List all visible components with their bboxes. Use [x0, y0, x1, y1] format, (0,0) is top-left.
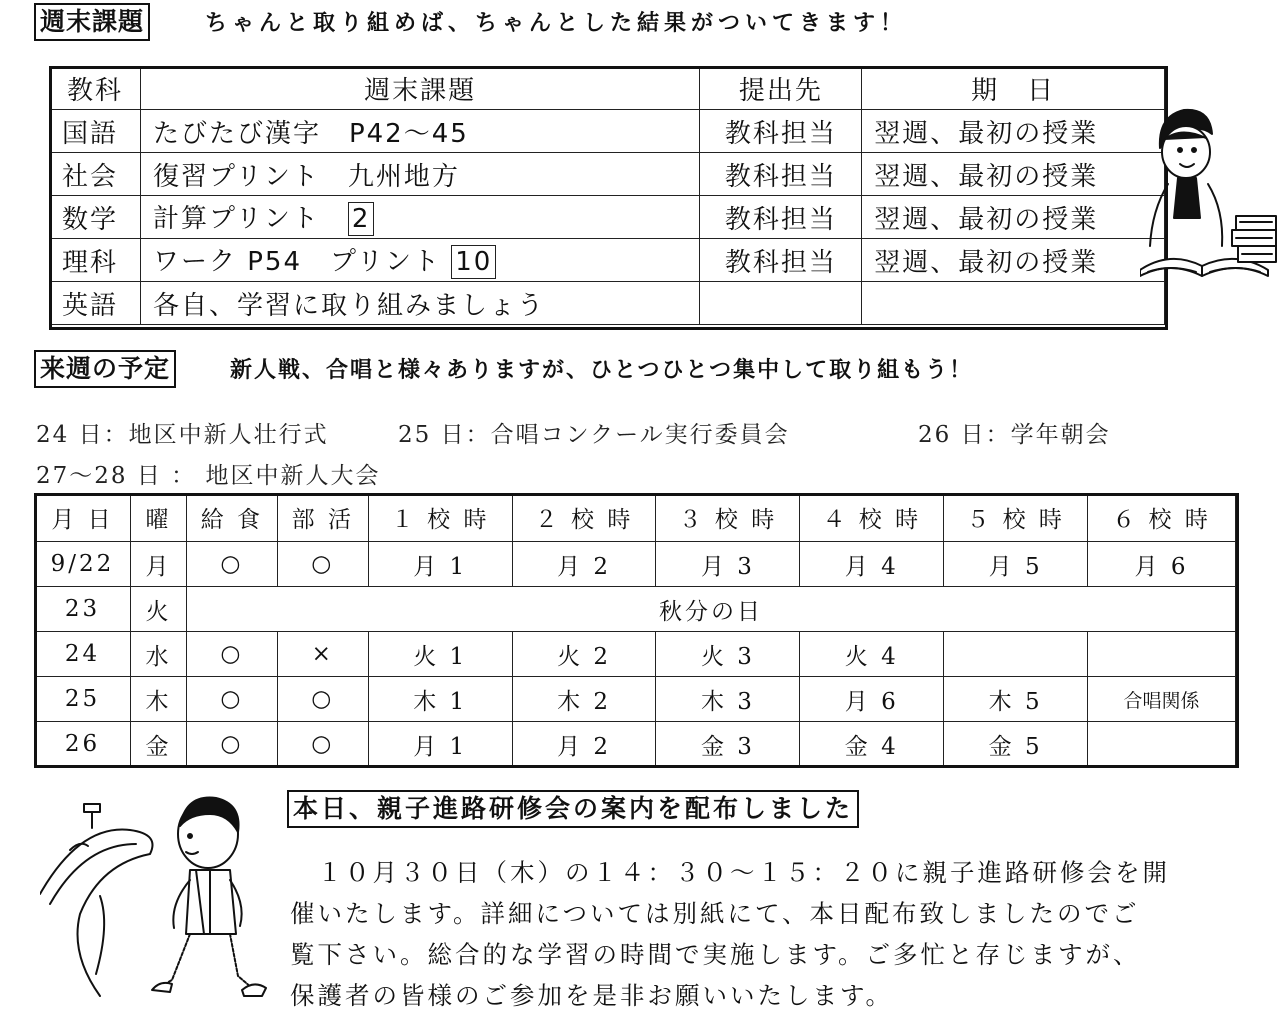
day-cell: 火 [130, 587, 186, 632]
schedule-header-row [35, 494, 1236, 542]
period-cell: 月 2 [512, 722, 656, 767]
due-cell: 翌週、最初の授業 [862, 153, 1165, 196]
header-day: 曜 [130, 494, 186, 542]
walking-student-illustration [40, 784, 280, 1004]
table-row [35, 677, 1236, 722]
club-cell: ○ [277, 542, 368, 587]
subject-cell: 理科 [50, 239, 141, 282]
notice-line: 保護者の皆様のご参加を是非お願いいたします。 [290, 981, 894, 1010]
header-task: 週末課題 [140, 67, 699, 110]
club-cell: ○ [277, 722, 368, 767]
table-row [50, 110, 1165, 153]
submit-cell: 教科担当 [700, 239, 862, 282]
table-row [35, 542, 1236, 587]
reading-student-illustration [1140, 100, 1280, 290]
header-club: 部 活 [277, 494, 368, 542]
day-cell: 水 [130, 632, 186, 677]
task-cell: 各自、学習に取り組みましょう [140, 282, 699, 325]
period-cell [944, 632, 1088, 677]
period-cell [1088, 632, 1236, 677]
table-row [50, 196, 1165, 239]
schedule-table [34, 493, 1236, 767]
lunch-cell: ○ [186, 632, 277, 677]
period-cell: 月 3 [656, 542, 800, 587]
lunch-cell: ○ [186, 542, 277, 587]
header-period-1: １ 校 時 [368, 494, 512, 542]
period-cell: 金 4 [800, 722, 944, 767]
nextweek-tagline: 新人戦、合唱と様々ありますが、ひとつひとつ集中して取り組もう！ [230, 358, 974, 383]
date-cell: 24 [35, 632, 131, 677]
day-cell: 月 [130, 542, 186, 587]
table-row [50, 282, 1165, 325]
table-row [35, 722, 1236, 767]
homework-header-row [50, 67, 1165, 110]
subject-cell: 国語 [50, 110, 141, 153]
header-submit: 提出先 [700, 67, 862, 110]
subject-cell: 社会 [50, 153, 141, 196]
period-cell: 月 1 [368, 722, 512, 767]
period-cell: 木 5 [944, 677, 1088, 722]
period-cell: 火 3 [656, 632, 800, 677]
period-cell: 金 5 [944, 722, 1088, 767]
club-cell: × [277, 632, 368, 677]
header-lunch: 給 食 [186, 494, 277, 542]
due-cell [862, 282, 1165, 325]
period-cell: 火 1 [368, 632, 512, 677]
task-cell [140, 239, 699, 282]
submit-cell: 教科担当 [700, 153, 862, 196]
table-row [50, 153, 1165, 196]
nextweek-title: 来週の予定 [34, 350, 176, 388]
due-cell: 翌週、最初の授業 [862, 196, 1165, 239]
period-cell: 木 1 [368, 677, 512, 722]
boxed-number: 10 [451, 245, 496, 279]
header-due: 期 日 [862, 67, 1165, 110]
header-period-6: ６ 校 時 [1088, 494, 1236, 542]
task-text: 計算プリント [152, 204, 348, 234]
date-cell: 9/22 [35, 542, 131, 587]
date-cell: 23 [35, 587, 131, 632]
header-subject: 教科 [50, 67, 141, 110]
period-cell: 火 2 [512, 632, 656, 677]
period-cell: 合唱関係 [1088, 677, 1236, 722]
period-cell: 木 3 [656, 677, 800, 722]
period-cell: 月 1 [368, 542, 512, 587]
date-cell: 26 [35, 722, 131, 767]
event-26: 26 日：学年朝会 [918, 422, 1111, 448]
period-cell: 金 3 [656, 722, 800, 767]
table-row [35, 632, 1236, 677]
header-period-5: ５ 校 時 [944, 494, 1088, 542]
period-cell [1088, 722, 1236, 767]
subject-cell: 数学 [50, 196, 141, 239]
task-cell: 復習プリント 九州地方 [140, 153, 699, 196]
period-cell: 月 6 [1088, 542, 1236, 587]
day-cell: 金 [130, 722, 186, 767]
due-cell: 翌週、最初の授業 [862, 110, 1165, 153]
day-cell: 木 [130, 677, 186, 722]
notice-line: １０月３０日（木）の１４：３０～１５：２０に親子進路研修会を開 [290, 858, 1170, 887]
weekend-title: 週末課題 [34, 3, 150, 41]
table-row [35, 587, 1236, 632]
weekend-tagline: ちゃんと取り組めば、ちゃんとした結果がついてきます！ [205, 11, 908, 36]
submit-cell: 教科担当 [700, 110, 862, 153]
header-period-2: ２ 校 時 [512, 494, 656, 542]
date-cell: 25 [35, 677, 131, 722]
notice-title: 本日、親子進路研修会の案内を配布しました [287, 790, 859, 828]
event-24: 24 日：地区中新人壮行式 [36, 422, 329, 448]
period-cell: 木 2 [512, 677, 656, 722]
submit-cell [700, 282, 862, 325]
header-period-4: ４ 校 時 [800, 494, 944, 542]
period-cell: 月 4 [800, 542, 944, 587]
event-27-28: 27～28 日 ： 地区中新人大会 [36, 463, 381, 489]
event-25: 25 日：合唱コンクール実行委員会 [398, 422, 790, 448]
period-cell: 月 2 [512, 542, 656, 587]
notice-paragraph [290, 852, 1260, 1016]
homework-table [49, 66, 1165, 325]
boxed-number: 2 [348, 202, 375, 236]
task-cell [140, 196, 699, 239]
period-cell: 月 5 [944, 542, 1088, 587]
notice-line: 覧下さい。総合的な学習の時間で実施します。ご多忙と存じますが、 [290, 940, 1141, 969]
holiday-cell: 秋分の日 [186, 587, 1235, 632]
club-cell: ○ [277, 677, 368, 722]
task-cell: たびたび漢字 P42～45 [140, 110, 699, 153]
task-text: ワーク P54 プリント [152, 247, 441, 277]
subject-cell: 英語 [50, 282, 141, 325]
notice-line: 催いたします。詳細については別紙にて、本日配布致しましたのでご [290, 899, 1140, 928]
lunch-cell: ○ [186, 677, 277, 722]
lunch-cell: ○ [186, 722, 277, 767]
due-cell: 翌週、最初の授業 [862, 239, 1165, 282]
period-cell: 火 4 [800, 632, 944, 677]
period-cell: 月 6 [800, 677, 944, 722]
submit-cell: 教科担当 [700, 196, 862, 239]
table-row [50, 239, 1165, 282]
header-period-3: ３ 校 時 [656, 494, 800, 542]
header-date: 月 日 [35, 494, 131, 542]
